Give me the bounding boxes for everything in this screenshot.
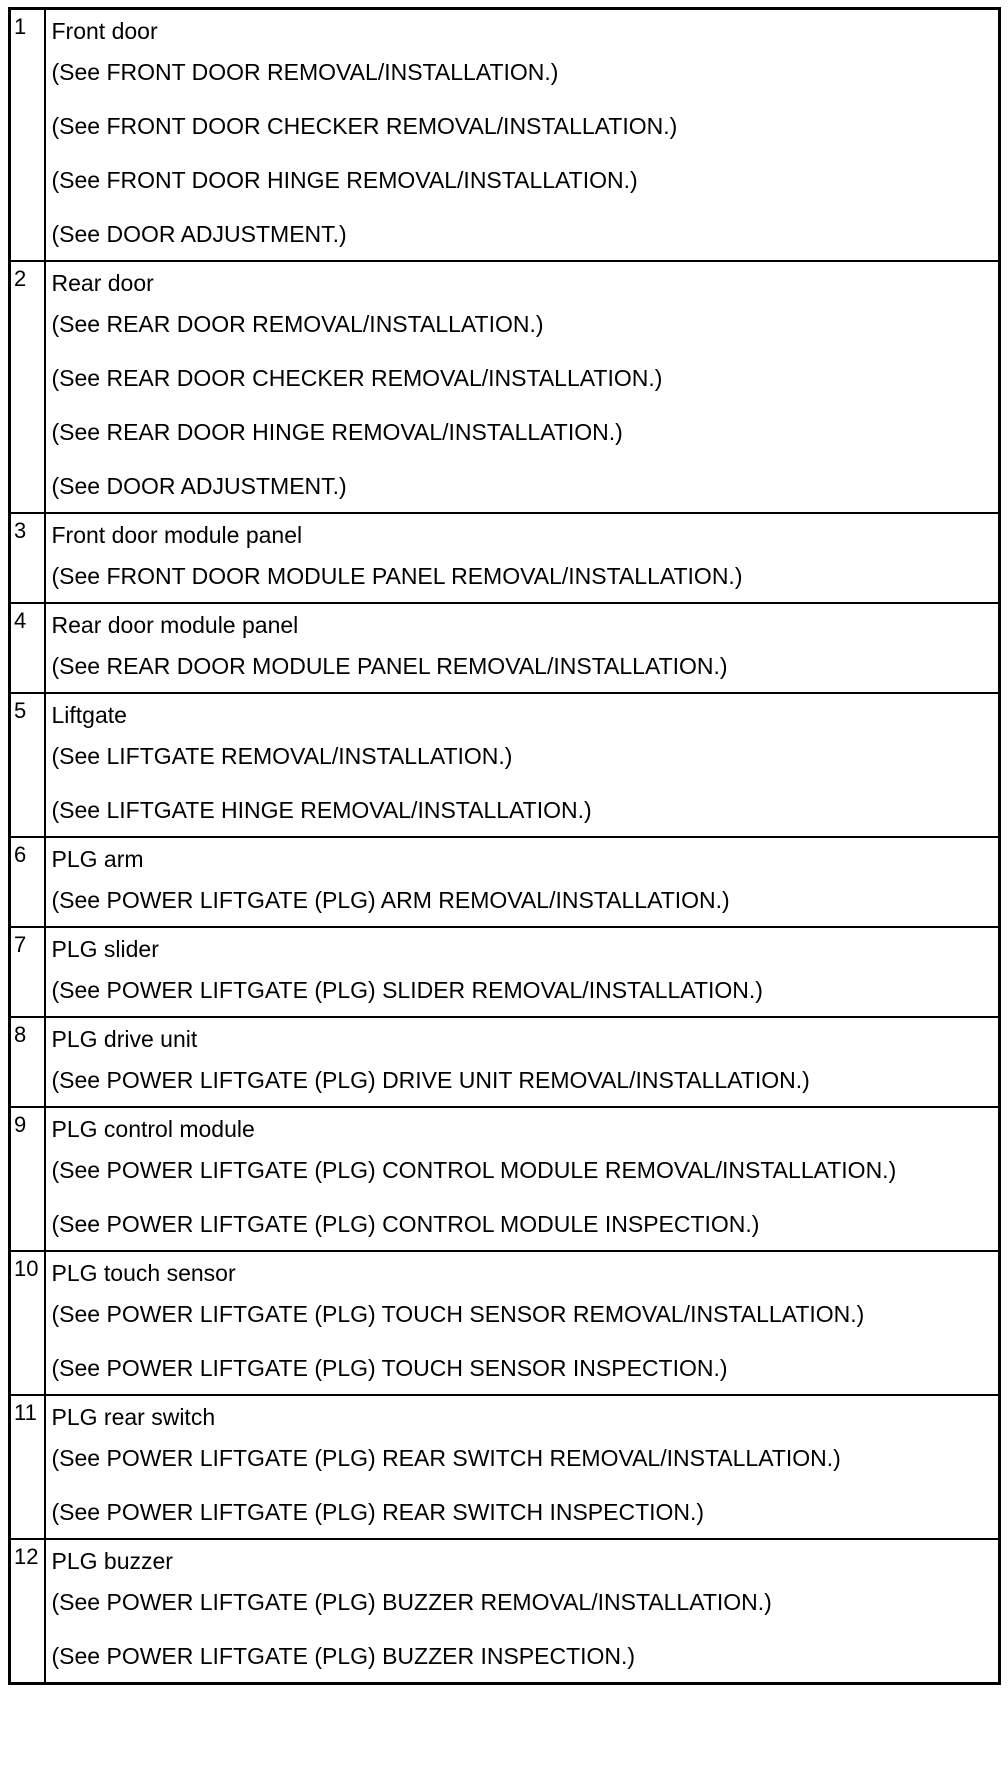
table-row — [10, 603, 1000, 693]
item-number: 8 — [10, 1017, 45, 1107]
item-content — [45, 1107, 1000, 1251]
table-row — [10, 693, 1000, 837]
item-title: Front door module panel — [51, 522, 303, 548]
item-number: 2 — [10, 261, 45, 513]
item-reference: (See LIFTGATE REMOVAL/INSTALLATION.) — [51, 743, 513, 769]
item-number: 7 — [10, 927, 45, 1017]
item-reference: (See DOOR ADJUSTMENT.) — [51, 473, 347, 499]
item-reference: (See POWER LIFTGATE (PLG) TOUCH SENSOR REMOVAL/INSTALLATION.) — [51, 1301, 865, 1327]
item-title: Rear door module panel — [51, 612, 299, 638]
item-content — [45, 837, 1000, 927]
item-content — [45, 927, 1000, 1017]
item-reference: (See POWER LIFTGATE (PLG) REAR SWITCH REMOVAL/INSTALLATION.) — [51, 1445, 841, 1471]
item-title: PLG control module — [51, 1116, 255, 1142]
item-reference: (See POWER LIFTGATE (PLG) REAR SWITCH INSPECTION.) — [51, 1499, 705, 1525]
table-row — [10, 1017, 1000, 1107]
item-title: PLG slider — [51, 936, 159, 962]
item-number: 1 — [10, 9, 45, 262]
item-title: PLG drive unit — [51, 1026, 198, 1052]
table-row — [10, 837, 1000, 927]
item-number: 4 — [10, 603, 45, 693]
item-number: 5 — [10, 693, 45, 837]
item-reference: (See POWER LIFTGATE (PLG) DRIVE UNIT REMOVAL/INSTALLATION.) — [51, 1067, 810, 1093]
item-number: 10 — [10, 1251, 45, 1395]
table-row — [10, 513, 1000, 603]
item-title: Rear door — [51, 270, 154, 296]
item-reference: (See POWER LIFTGATE (PLG) TOUCH SENSOR INSPECTION.) — [51, 1355, 728, 1381]
item-reference: (See FRONT DOOR HINGE REMOVAL/INSTALLATION.) — [51, 167, 638, 193]
item-content — [45, 1539, 1000, 1684]
item-reference: (See REAR DOOR HINGE REMOVAL/INSTALLATION.) — [51, 419, 623, 445]
table-row — [10, 9, 1000, 262]
item-title: Liftgate — [51, 702, 127, 728]
item-reference: (See REAR DOOR REMOVAL/INSTALLATION.) — [51, 311, 544, 337]
table-row — [10, 1539, 1000, 1684]
item-reference: (See POWER LIFTGATE (PLG) BUZZER REMOVAL/INSTALLATION.) — [51, 1589, 772, 1615]
table-row — [10, 1251, 1000, 1395]
table-row — [10, 1395, 1000, 1539]
item-reference: (See POWER LIFTGATE (PLG) ARM REMOVAL/INSTALLATION.) — [51, 887, 730, 913]
item-title: PLG arm — [51, 846, 144, 872]
table-row — [10, 261, 1000, 513]
item-content — [45, 693, 1000, 837]
parts-reference-table — [8, 7, 1001, 1685]
item-content — [45, 603, 1000, 693]
item-title: PLG touch sensor — [51, 1260, 236, 1286]
item-content — [45, 513, 1000, 603]
item-title: PLG rear switch — [51, 1404, 216, 1430]
item-reference: (See POWER LIFTGATE (PLG) SLIDER REMOVAL/INSTALLATION.) — [51, 977, 763, 1003]
item-title: PLG buzzer — [51, 1548, 173, 1574]
table-row — [10, 927, 1000, 1017]
item-content — [45, 1251, 1000, 1395]
item-title: Front door — [51, 18, 158, 44]
item-reference: (See POWER LIFTGATE (PLG) CONTROL MODULE INSPECTION.) — [51, 1211, 760, 1237]
item-content — [45, 1395, 1000, 1539]
item-number: 12 — [10, 1539, 45, 1684]
table-row — [10, 1107, 1000, 1251]
item-reference: (See FRONT DOOR MODULE PANEL REMOVAL/INSTALLATION.) — [51, 563, 743, 589]
item-reference: (See FRONT DOOR CHECKER REMOVAL/INSTALLATION.) — [51, 113, 678, 139]
item-content — [45, 261, 1000, 513]
item-reference: (See POWER LIFTGATE (PLG) BUZZER INSPECTION.) — [51, 1643, 636, 1669]
item-reference: (See DOOR ADJUSTMENT.) — [51, 221, 347, 247]
item-reference: (See POWER LIFTGATE (PLG) CONTROL MODULE REMOVAL/INSTALLATION.) — [51, 1157, 897, 1183]
item-reference: (See REAR DOOR MODULE PANEL REMOVAL/INSTALLATION.) — [51, 653, 728, 679]
item-number: 9 — [10, 1107, 45, 1251]
item-content — [45, 9, 1000, 262]
item-reference: (See FRONT DOOR REMOVAL/INSTALLATION.) — [51, 59, 559, 85]
item-content — [45, 1017, 1000, 1107]
item-reference: (See LIFTGATE HINGE REMOVAL/INSTALLATION.) — [51, 797, 592, 823]
item-number: 11 — [10, 1395, 45, 1539]
item-reference: (See REAR DOOR CHECKER REMOVAL/INSTALLATION.) — [51, 365, 663, 391]
parts-table-body — [10, 9, 1000, 1684]
item-number: 6 — [10, 837, 45, 927]
item-number: 3 — [10, 513, 45, 603]
